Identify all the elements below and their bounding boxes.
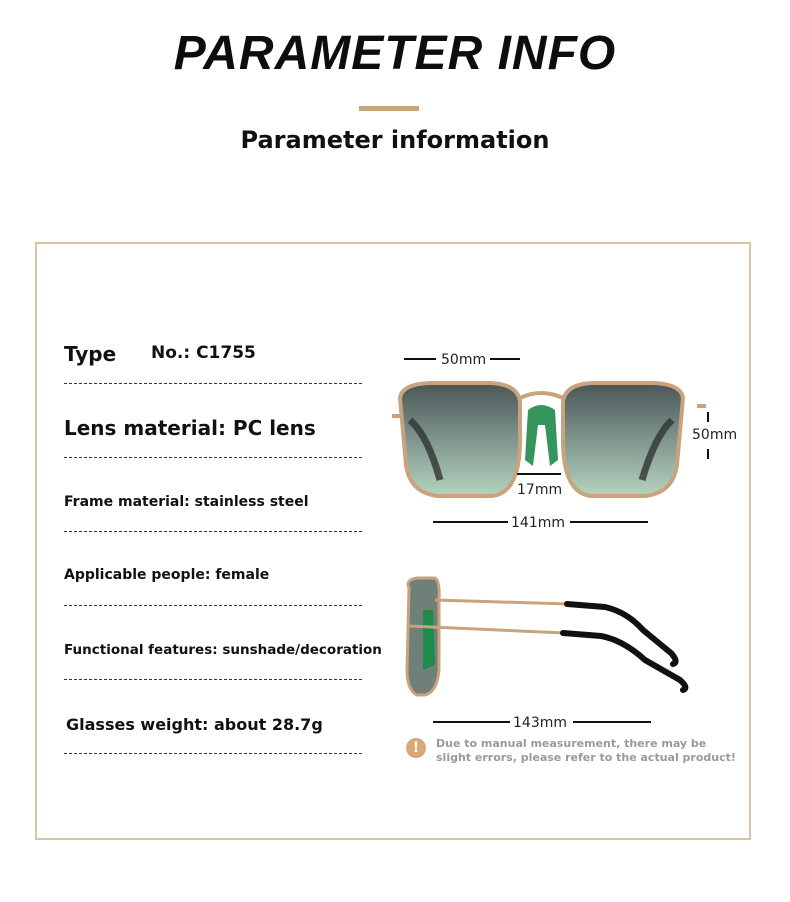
exclamation-icon: ! [406,738,426,758]
divider-line [64,531,362,532]
type-label: Type [64,342,117,366]
frame-material: Frame material: stainless steel [64,494,309,510]
temple-length-label: 143mm [513,715,567,731]
bridge [520,393,563,398]
right-lens [563,383,683,496]
divider-line [64,679,362,680]
glasses-weight: Glasses weight: about 28.7g [66,715,323,734]
type-value: No.: C1755 [151,343,256,363]
divider-line [64,753,362,754]
upper-temple [435,600,570,604]
left-lens [400,383,520,496]
glasses-side-diagram [395,570,715,735]
page-title: PARAMETER INFO [173,27,617,80]
measurement-note [406,737,736,765]
applicable-people: Applicable people: female [64,567,270,583]
lens-material: Lens material: PC lens [64,416,316,440]
lens-height-label: 50mm [692,427,738,443]
frame-width-label: 141mm [511,515,565,531]
side-nose-pad [423,610,435,670]
nose-pads [525,405,558,466]
lower-temple-tip [563,633,685,690]
lens-width-label: 50mm [441,352,487,368]
divider-line [64,605,362,606]
title-accent-bar [359,106,419,111]
page-subtitle: Parameter information [240,126,550,154]
divider-line [64,383,362,384]
glasses-front-diagram [380,340,760,540]
note-text: Due to manual measurement, there may be slight errors, please refer to the actual product! [436,737,736,764]
functional-features: Functional features: sunshade/decoration [64,642,382,658]
bridge-width-label: 17mm [517,482,563,498]
divider-line [64,457,362,458]
